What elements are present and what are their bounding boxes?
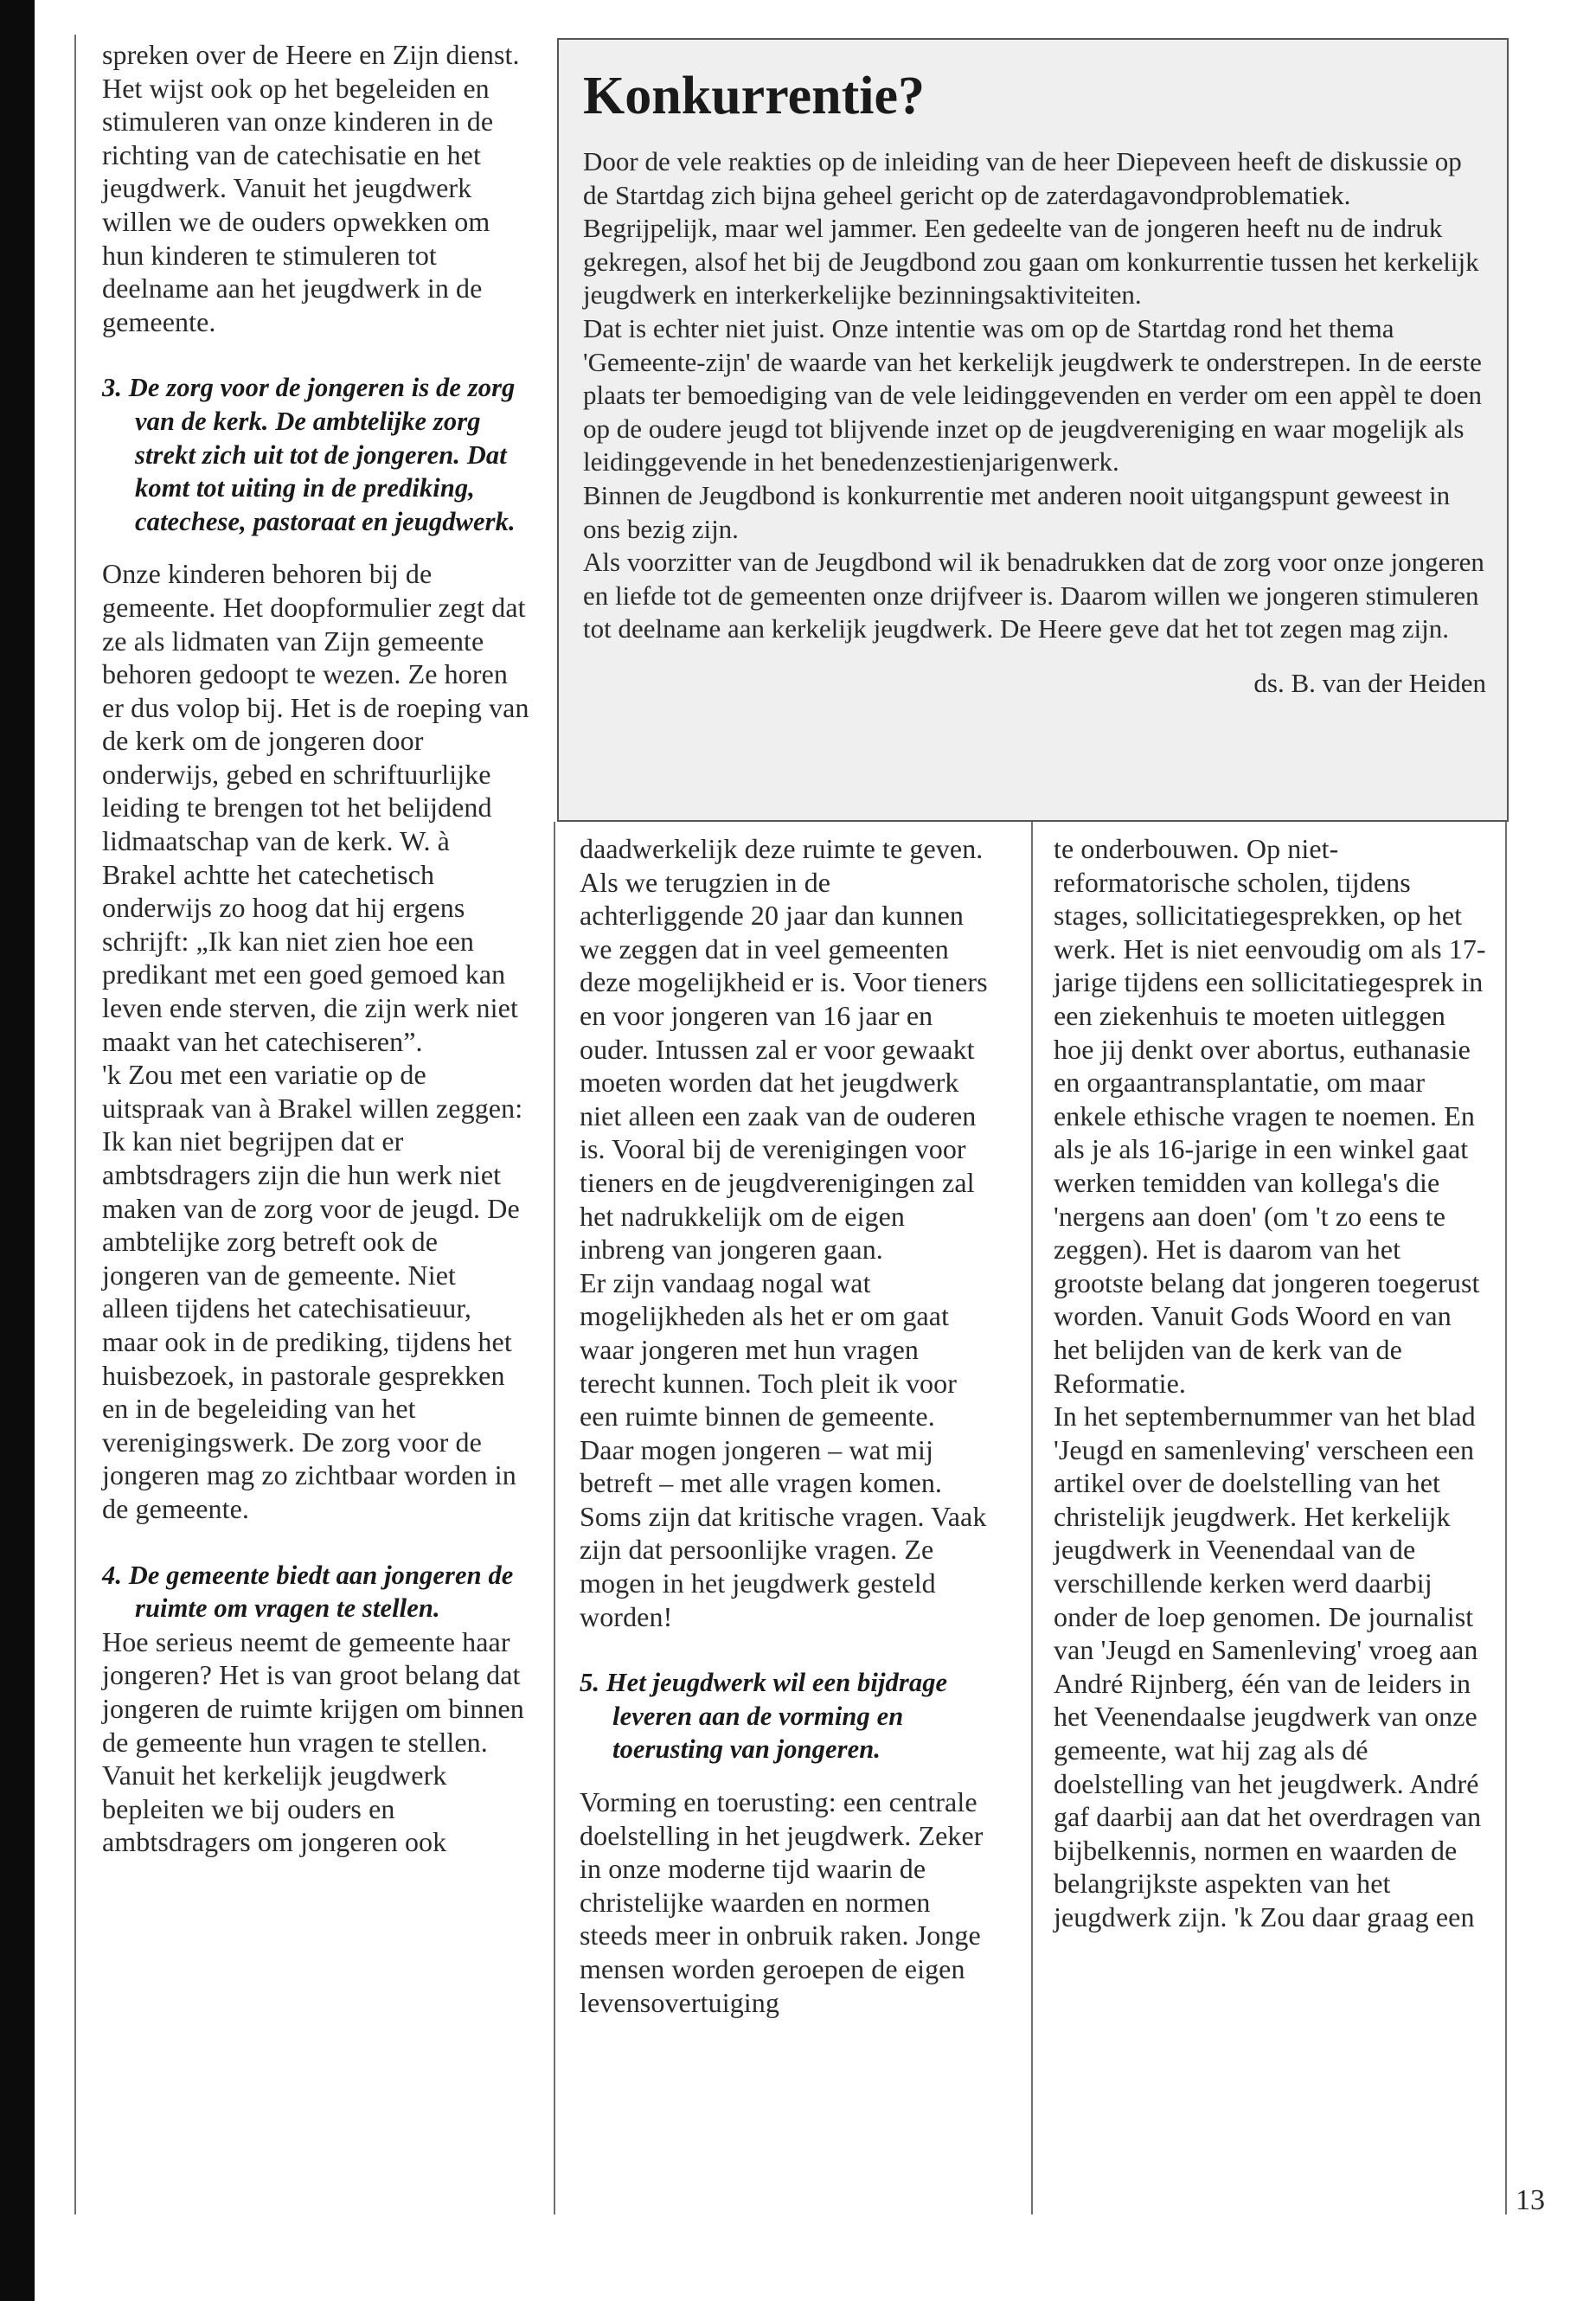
box-title: Konkurrentie? [583,67,925,125]
column-rule [74,35,76,2214]
page-number: 13 [1516,2184,1545,2216]
binding-edge [0,0,35,2301]
column-1 [102,38,529,1859]
sidebar-box [557,38,1509,822]
column-rule [1031,822,1033,2214]
paragraph: te onderbouwen. Op niet-reformatorische scholen, tijdens stages, sollicitatiegesprekken, op het werk. Het is niet eenvoudig om als 17-jarige tijdens een sollicitatiegesprek in een ziekenhuis te moeten uitleggen hoe jij denkt over abortus, euthanasie en orgaantransplantatie, om maar enkele ethische vragen te noemen. En als je als 16-jarige in een winkel gaat werken temidden van kollega's die 'nergens aan doen' (om 't zo eens te zeggen). Het is daarom van het grootste belang dat jongeren toegerust worden. Vanuit Gods Woord en van het belijden van de kerk van de Reformatie. [1054,833,1486,1399]
column-3 [1054,832,1486,1934]
section-heading-5: 5. Het jeugdwerk wil een bijdrage leveren aan de vorming en toerusting van jongeren. [580,1668,948,1765]
signature: ds. B. van der Heiden [1253,667,1486,698]
paragraph: spreken over de Heere en Zijn dienst. Het wijst ook op het begeleiden en stimuleren van onze kinderen in de richting van de catechisatie en het jeugdwerk. Vanuit het jeugdwerk willen we de ouders opwekken om hun kinderen te stimuleren tot deelname aan het jeugdwerk in de gemeente. [102,39,520,337]
paragraph: Onze kinderen behoren bij de gemeente. Het doopformulier zegt dat ze als lidmaten van Zijn gemeente behoren gedoopt te wezen. Ze horen er dus volop bij. Het is de roeping van de kerk om de jongeren door onderwijs, gebed en schriftuurlijke leiding te brengen tot het belijdend lidmaatschap van de kerk. W. à Brakel achtte het catechetisch onderwijs zo hoog dat hij ergens schrijft: „Ik kan niet zien hoe een predikant met een goed gemoed kan leven ende sterven, die zijn werk niet maakt van het catechiseren”. [102,558,529,1057]
column-2 [580,832,995,2019]
paragraph: Binnen de Jeugdbond is konkurrentie met anderen nooit uitgangspunt geweest in ons bezig zijn. [583,479,1451,544]
paragraph: 'k Zou met een variatie op de uitspraak van à Brakel willen zeggen: Ik kan niet begrijpen dat er ambtsdragers zijn die hun werk niet maken van de zorg voor de jeugd. De ambtelijke zorg betreft ook de jongeren van de gemeente. Niet alleen tijdens het catechisatieuur, maar ook in de prediking, tijdens het huisbezoek, in pastorale gesprekken en in de begeleiding van het verenigingswerk. De zorg voor de jongeren mag zo zichtbaar worden in de gemeente. [102,1059,523,1524]
paragraph: In het septembernummer van het blad 'Jeugd en samenleving' verscheen een artikel over de doelstelling van het christelijk jeugdwerk. Het kerkelijk jeugdwerk in Veenendaal van de verschillende kerken werd daarbij onder de loep genomen. De journalist van 'Jeugd en Samenleving' vroeg aan André Rijnberg, één van de leiders in het Veenendaalse jeugdwerk van onze gemeente, wat hij zag als dé doelstelling van het jeugdwerk. André gaf daarbij aan dat het overdragen van bijbelkennis, normen en waarden de belangrijkste aspekten van het jeugdwerk zijn. 'k Zou daar graag een [1054,1400,1482,1932]
paragraph: Vorming en toerusting: een centrale doelstelling in het jeugdwerk. Zeker in onze moderne tijd waarin de christelijke waarden en normen steeds meer in onbruik raken. Jonge mensen worden geroepen de eigen levensovertuiging [580,1786,984,2018]
paragraph: Hoe serieus neemt de gemeente haar jongeren? Het is van groot belang dat jongeren de ruimte krijgen om binnen de gemeente hun vragen te stellen. Vanuit het kerkelijk jeugdwerk bepleiten we bij ouders en ambtsdragers om jongeren ook [102,1625,524,1858]
column-rule [1505,822,1507,2214]
column-rule [554,822,555,2214]
box-body [583,145,1490,646]
paragraph: daadwerkelijk deze ruimte te geven. Als we terugzien in de achterliggende 20 jaar dan kunnen we zeggen dat in veel gemeenten deze mogelijkheid er is. Voor tieners en voor jongeren van 16 jaar en ouder. Intussen zal er voor gewaakt moeten worden dat het jeugdwerk niet alleen een zaak van de ouderen is. Vooral bij de verenigingen voor tieners en de jeugdverenigingen zal het nadrukkelijk om de eigen inbreng van jongeren gaan. [580,833,988,1266]
paragraph: Dat is echter niet juist. Onze intentie was om op de Startdag rond het thema 'Gemeente-zijn' de waarde van het kerkelijk jeugdwerk te onderstrepen. In de eerste plaats ter bemoediging van de vele leidinggevenden en verder om een appèl te doen op de oudere jeugd tot blijvende inzet op de jeugdvereniging en waar mogelijk als leidinggevende in het benedenzestienjarigenwerk. [583,312,1482,478]
section-heading-4: 4. De gemeente biedt aan jongeren de ruimte om vragen te stellen. [102,1560,514,1624]
paragraph: Door de vele reakties op de inleiding van de heer Diepeveen heeft de diskussie op de Startdag zich bijna geheel gericht op de zaterdagavondproblematiek. Begrijpelijk, maar wel jammer. Een gedeelte van de jongeren heeft nu de indruk gekregen, alsof het bij de Jeugdbond zou gaan om konkurrentie tussen het kerkelijk jeugdwerk en interkerkelijke bezinningsaktiviteiten. [583,146,1479,311]
paragraph: Als voorzitter van de Jeugdbond wil ik benadrukken dat de zorg voor onze jongeren en liefde tot de gemeenten onze drijfveer is. Daarom willen we jongeren stimuleren tot deelname aan kerkelijk jeugdwerk. De Heere geve dat het tot zegen mag zijn. [583,547,1484,644]
paragraph: Er zijn vandaag nogal wat mogelijkheden als het er om gaat waar jongeren met hun vragen terecht kunnen. Toch pleit ik voor een ruimte binnen de gemeente. Daar mogen jongeren – wat mij betreft – met alle vragen komen. Soms zijn dat kritische vragen. Vaak zijn dat persoonlijke vragen. Ze mogen in het jeugdwerk gesteld worden! [580,1266,987,1632]
section-heading-3: 3. De zorg voor de jongeren is de zorg van de kerk. De ambtelijke zorg strekt zich uit tot de jongeren. Dat komt tot uiting in de prediking, catechese, pastoraat en jeugdwerk. [102,373,516,536]
